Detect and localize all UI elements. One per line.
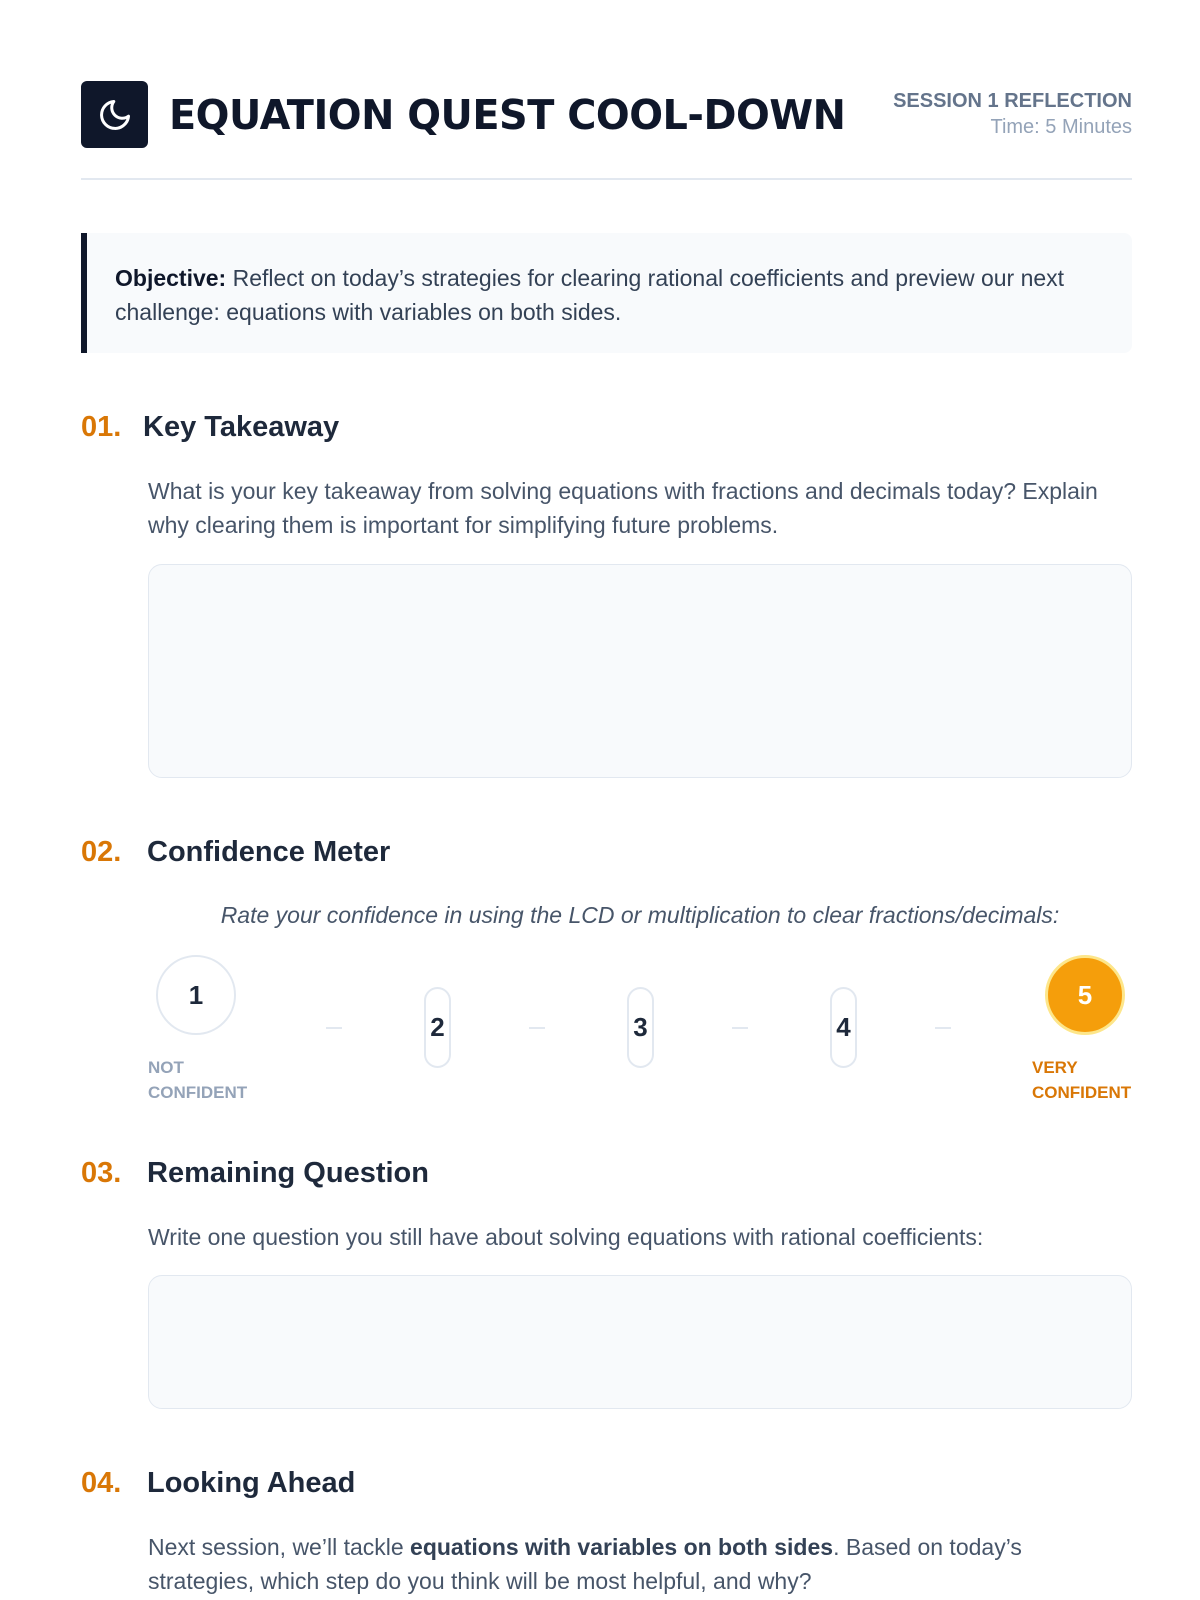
section-number: 03. [81,1157,122,1189]
key-takeaway-prompt: What is your key takeaway from solving equations with fractions and decimals today? Explain why clearing them is important for simplifying future problems. [148,478,1098,538]
confidence-option-3[interactable]: 3 [627,987,654,1068]
section-number: 01. [81,411,122,443]
section-number: 04. [81,1467,122,1499]
meter-connector [732,1027,748,1029]
section-title: Looking Ahead [147,1467,356,1499]
moon-icon [81,81,148,148]
meter-connector [935,1027,951,1029]
section-looking-ahead-heading [81,1467,355,1500]
page-header [81,81,1132,180]
remaining-question-answer[interactable] [148,1275,1132,1409]
section-title: Confidence Meter [147,836,391,868]
looking-ahead-prompt [148,1530,1132,1598]
remaining-question-prompt: Write one question you still have about solving equations with rational coefficients: [148,1224,984,1250]
objective-label: Objective: [115,265,227,291]
session-time: Time: 5 Minutes [990,116,1132,138]
very-confident-label: VERY CONFIDENT [1032,1058,1132,1102]
confidence-prompt: Rate your confidence in using the LCD or multiplication to clear fractions/decimals: [220,902,1060,928]
section-number: 02. [81,836,122,868]
section-title: Key Takeaway [143,411,340,443]
not-confident-label: NOT CONFIDENT [148,1058,248,1102]
key-takeaway-answer[interactable] [148,564,1132,778]
objective-text: Reflect on today’s strategies for clearing rational coefficients and preview our next challenge: equations with variables on both sides. [115,265,1065,325]
objective-callout [81,233,1132,353]
confidence-option-4[interactable]: 4 [830,987,857,1068]
section-key-takeaway-heading [81,411,339,444]
prompt-text: Next session, we’ll tackle [148,1534,411,1560]
confidence-meter [148,955,1132,1102]
session-info [893,88,1132,140]
page-title: EQUATION QUEST COOL-DOWN [169,91,846,139]
prompt-emphasis: equations with variables on both sides [410,1534,834,1560]
confidence-option-5-selected[interactable]: 5 [1045,955,1125,1035]
confidence-option-1[interactable]: 1 [156,955,236,1035]
meter-connector [326,1027,342,1029]
prompt-text: . Based on today’s strategies, which step do you think will be most helpful, and why? [148,1534,1022,1594]
section-confidence-heading [81,836,390,869]
session-label: SESSION 1 REFLECTION [893,90,1132,112]
meter-connector [529,1027,545,1029]
section-remaining-question-heading [81,1157,429,1190]
section-title: Remaining Question [147,1157,429,1189]
confidence-option-2[interactable]: 2 [424,987,451,1068]
